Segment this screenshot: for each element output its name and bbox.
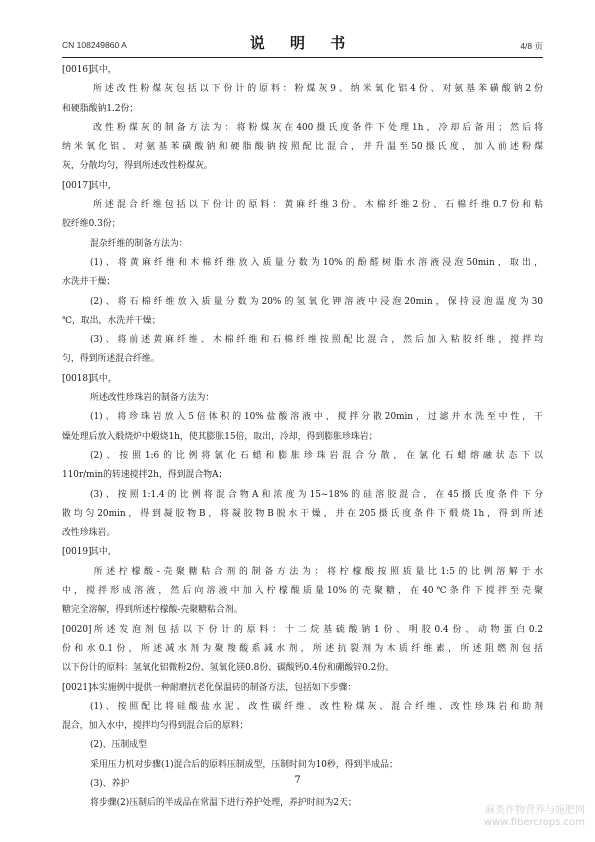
text-line xyxy=(62,601,543,620)
paragraph-tag: [0017] xyxy=(62,180,92,191)
header-divider xyxy=(62,57,543,58)
paragraph-tag: [0016] xyxy=(62,65,92,75)
text-line xyxy=(62,563,543,582)
line-text: 以下份计的原料：氢氧化铝微粉2份、氢氧化镁0.8份、碳酸钙0.4份和硼酸锌0.2份。 xyxy=(62,663,394,674)
text-line xyxy=(62,80,543,99)
line-text: 散均匀20min，得到凝胶物B，将凝胶物B脱水干燥，并在205摄氏度条件下煅烧1h，得到所述 xyxy=(62,508,543,519)
text-line xyxy=(62,196,543,215)
line-text: (2)、按照1:6的比例将氯化石蜡和膨胀珍珠岩混合分散，在氯化石蜡熔融状态下以 xyxy=(90,450,543,461)
paragraph-number-line xyxy=(62,679,543,698)
text-line xyxy=(62,659,543,678)
watermark-url: www.fibercrops.com xyxy=(483,817,585,828)
patent-number: CN 108249860 A xyxy=(62,40,127,50)
paragraph-number-line xyxy=(62,177,543,196)
line-text: (3)、养护 xyxy=(90,778,130,789)
document-title: 说 明 书 xyxy=(249,34,356,52)
paragraph-number-line xyxy=(62,543,543,562)
line-text: 改性粉煤灰的制备方法为：将粉煤灰在400摄氏度条件下处理1h，冷却后备用；然后将 xyxy=(90,122,543,133)
line-text: (3)、按照1:1.4的比例将混合物A和浓度为15~18%的硅溶胶混合，在45摄氏度条件下分 xyxy=(90,489,543,500)
text-line xyxy=(62,408,543,427)
text-line xyxy=(62,466,543,485)
line-text: 所述改性珍珠岩的制备方法为： xyxy=(90,393,215,404)
line-text: 所述柠檬酸-壳聚糖粘合剂的制备方法为：将柠檬酸按照质量比1:5的比例溶解于水 xyxy=(90,566,543,577)
line-text: 采用压力机对步骤(1)混合后的原料压制成型，压制时间为10秒，得到半成品； xyxy=(90,759,398,770)
watermark-text: 麻类作物营养与施肥网 xyxy=(485,805,585,816)
line-text: 所述混合纤维包括以下份计的原料：黄麻纤维3份、木棉纤维2份、石棉纤维0.7份和粘 xyxy=(90,200,543,211)
paragraph-tag: [0021] xyxy=(62,682,92,693)
line-text: (2)、将石棉纤维放入质量分数为20%的氢氧化钾溶液中浸泡20min，保持浸泡温度为30 xyxy=(90,296,543,307)
line-text: 纳米氧化铝、对氨基苯磺酸钠和硬脂酸钠按照配比混合，并升温至50摄氏度，加入前述粉煤 xyxy=(62,142,543,153)
text-line xyxy=(62,254,543,273)
text-line xyxy=(62,505,543,524)
line-text: 水洗并干燥； xyxy=(62,277,116,288)
line-text: (2)、压制成型 xyxy=(90,740,147,751)
text-line xyxy=(62,486,543,505)
paragraph-tag: [0020] xyxy=(62,624,92,635)
text-line xyxy=(62,698,543,717)
line-text: 糖完全溶解，得到所述柠檬酸-壳聚糖粘合剂。 xyxy=(62,605,243,616)
page-indicator: 4/8 页 xyxy=(520,41,543,51)
paragraph-tag: [0018] xyxy=(62,373,92,384)
text-line xyxy=(62,331,543,350)
line-text: (1)、按照配比将硅酸盐水泥、改性碳纤维、改性粉煤灰、混合纤维、改性珍珠岩和助剂 xyxy=(90,701,543,712)
paragraph-number-line xyxy=(62,621,543,640)
line-text: (1)、将黄麻纤维和木棉纤维放入质量分数为10%的酚醛树脂水溶液浸泡50min，取出， xyxy=(90,257,543,268)
text-line xyxy=(62,100,543,119)
text-line xyxy=(62,312,543,331)
text-line xyxy=(62,215,543,234)
line-text: 将步骤(2)压制后的半成品在常温下进行养护处理，养护时间为2天； xyxy=(90,798,357,809)
line-text: (3)、将前述黄麻纤维、木棉纤维和石棉纤维按照配比混合，然后加入粘胶纤维，搅拌均 xyxy=(90,335,543,346)
paragraph-number-line xyxy=(62,61,543,80)
line-text: 其中， xyxy=(90,65,117,75)
page-number: 7 xyxy=(294,775,301,786)
paragraph-tag: [0019] xyxy=(62,547,92,558)
text-line xyxy=(62,640,543,659)
text-line xyxy=(62,582,543,601)
line-text: 混杂纤维的制备方法为： xyxy=(90,238,188,249)
text-line xyxy=(62,157,543,176)
line-text: 本实施例中提供一种耐磨抗老化保温砖的制备方法，包括如下步骤： xyxy=(90,682,357,693)
line-text: 所述发泡剂包括以下份计的原料：十二烷基硫酸钠1份、明胶0.4份、动物蛋白0.2 xyxy=(90,624,543,635)
text-line xyxy=(62,428,543,447)
text-line xyxy=(62,717,543,736)
paragraph-number-line xyxy=(62,370,543,389)
line-text: 110r/min的转速搅拌2h，得到混合物A； xyxy=(62,470,228,481)
line-text: 所述改性粉煤灰包括以下份计的原料：粉煤灰9、纳米氧化铝4份、对氨基苯磺酸钠2份 xyxy=(90,84,543,95)
line-text: 其中， xyxy=(90,180,117,191)
line-text: 胶纤维0.3份； xyxy=(62,219,121,230)
line-text: 和硬脂酸钠1.2份； xyxy=(62,103,139,114)
line-text: 其中， xyxy=(90,373,117,384)
text-line xyxy=(62,736,543,755)
line-text: 其中， xyxy=(90,547,117,558)
text-line xyxy=(62,138,543,157)
text-line xyxy=(62,524,543,543)
line-text: 份和水0.1份，所述减水剂为聚羧酸系减水剂，所述抗裂剂为木质纤维素，所述阻燃剂包括 xyxy=(62,643,543,654)
text-line xyxy=(62,756,543,775)
text-line xyxy=(62,119,543,138)
text-line xyxy=(62,389,543,408)
line-text: 混合，加入水中，搅拌均匀得到混合后的原料； xyxy=(62,721,249,732)
text-line xyxy=(62,235,543,254)
line-text: 中，搅拌形成溶液，然后向溶液中加入柠檬酸质量10%的壳聚糖，在40℃条件下搅拌至壳聚 xyxy=(62,586,543,597)
text-line xyxy=(62,350,543,369)
line-text: 灰，分散均匀，得到所述改性粉煤灰。 xyxy=(62,161,213,172)
page-header xyxy=(62,32,543,54)
line-text: 匀，得到所述混合纤维。 xyxy=(62,354,160,365)
line-text: 燥处理后放入煅烧炉中煅烧1h，使其膨胀15倍，取出，冷却，得到膨胀珍珠岩； xyxy=(62,431,378,442)
line-text: ℃，取出，水洗并干燥； xyxy=(62,315,161,326)
line-text: 改性珍珠岩。 xyxy=(62,528,116,539)
line-text: (1)、将珍珠岩放入5倍体积的10%盐酸溶液中，搅拌分散20min，过滤并水洗至中性，干 xyxy=(90,412,543,423)
document-body xyxy=(62,61,543,814)
text-line xyxy=(62,293,543,312)
text-line xyxy=(62,273,543,292)
text-line xyxy=(62,447,543,466)
text-line xyxy=(62,794,543,813)
